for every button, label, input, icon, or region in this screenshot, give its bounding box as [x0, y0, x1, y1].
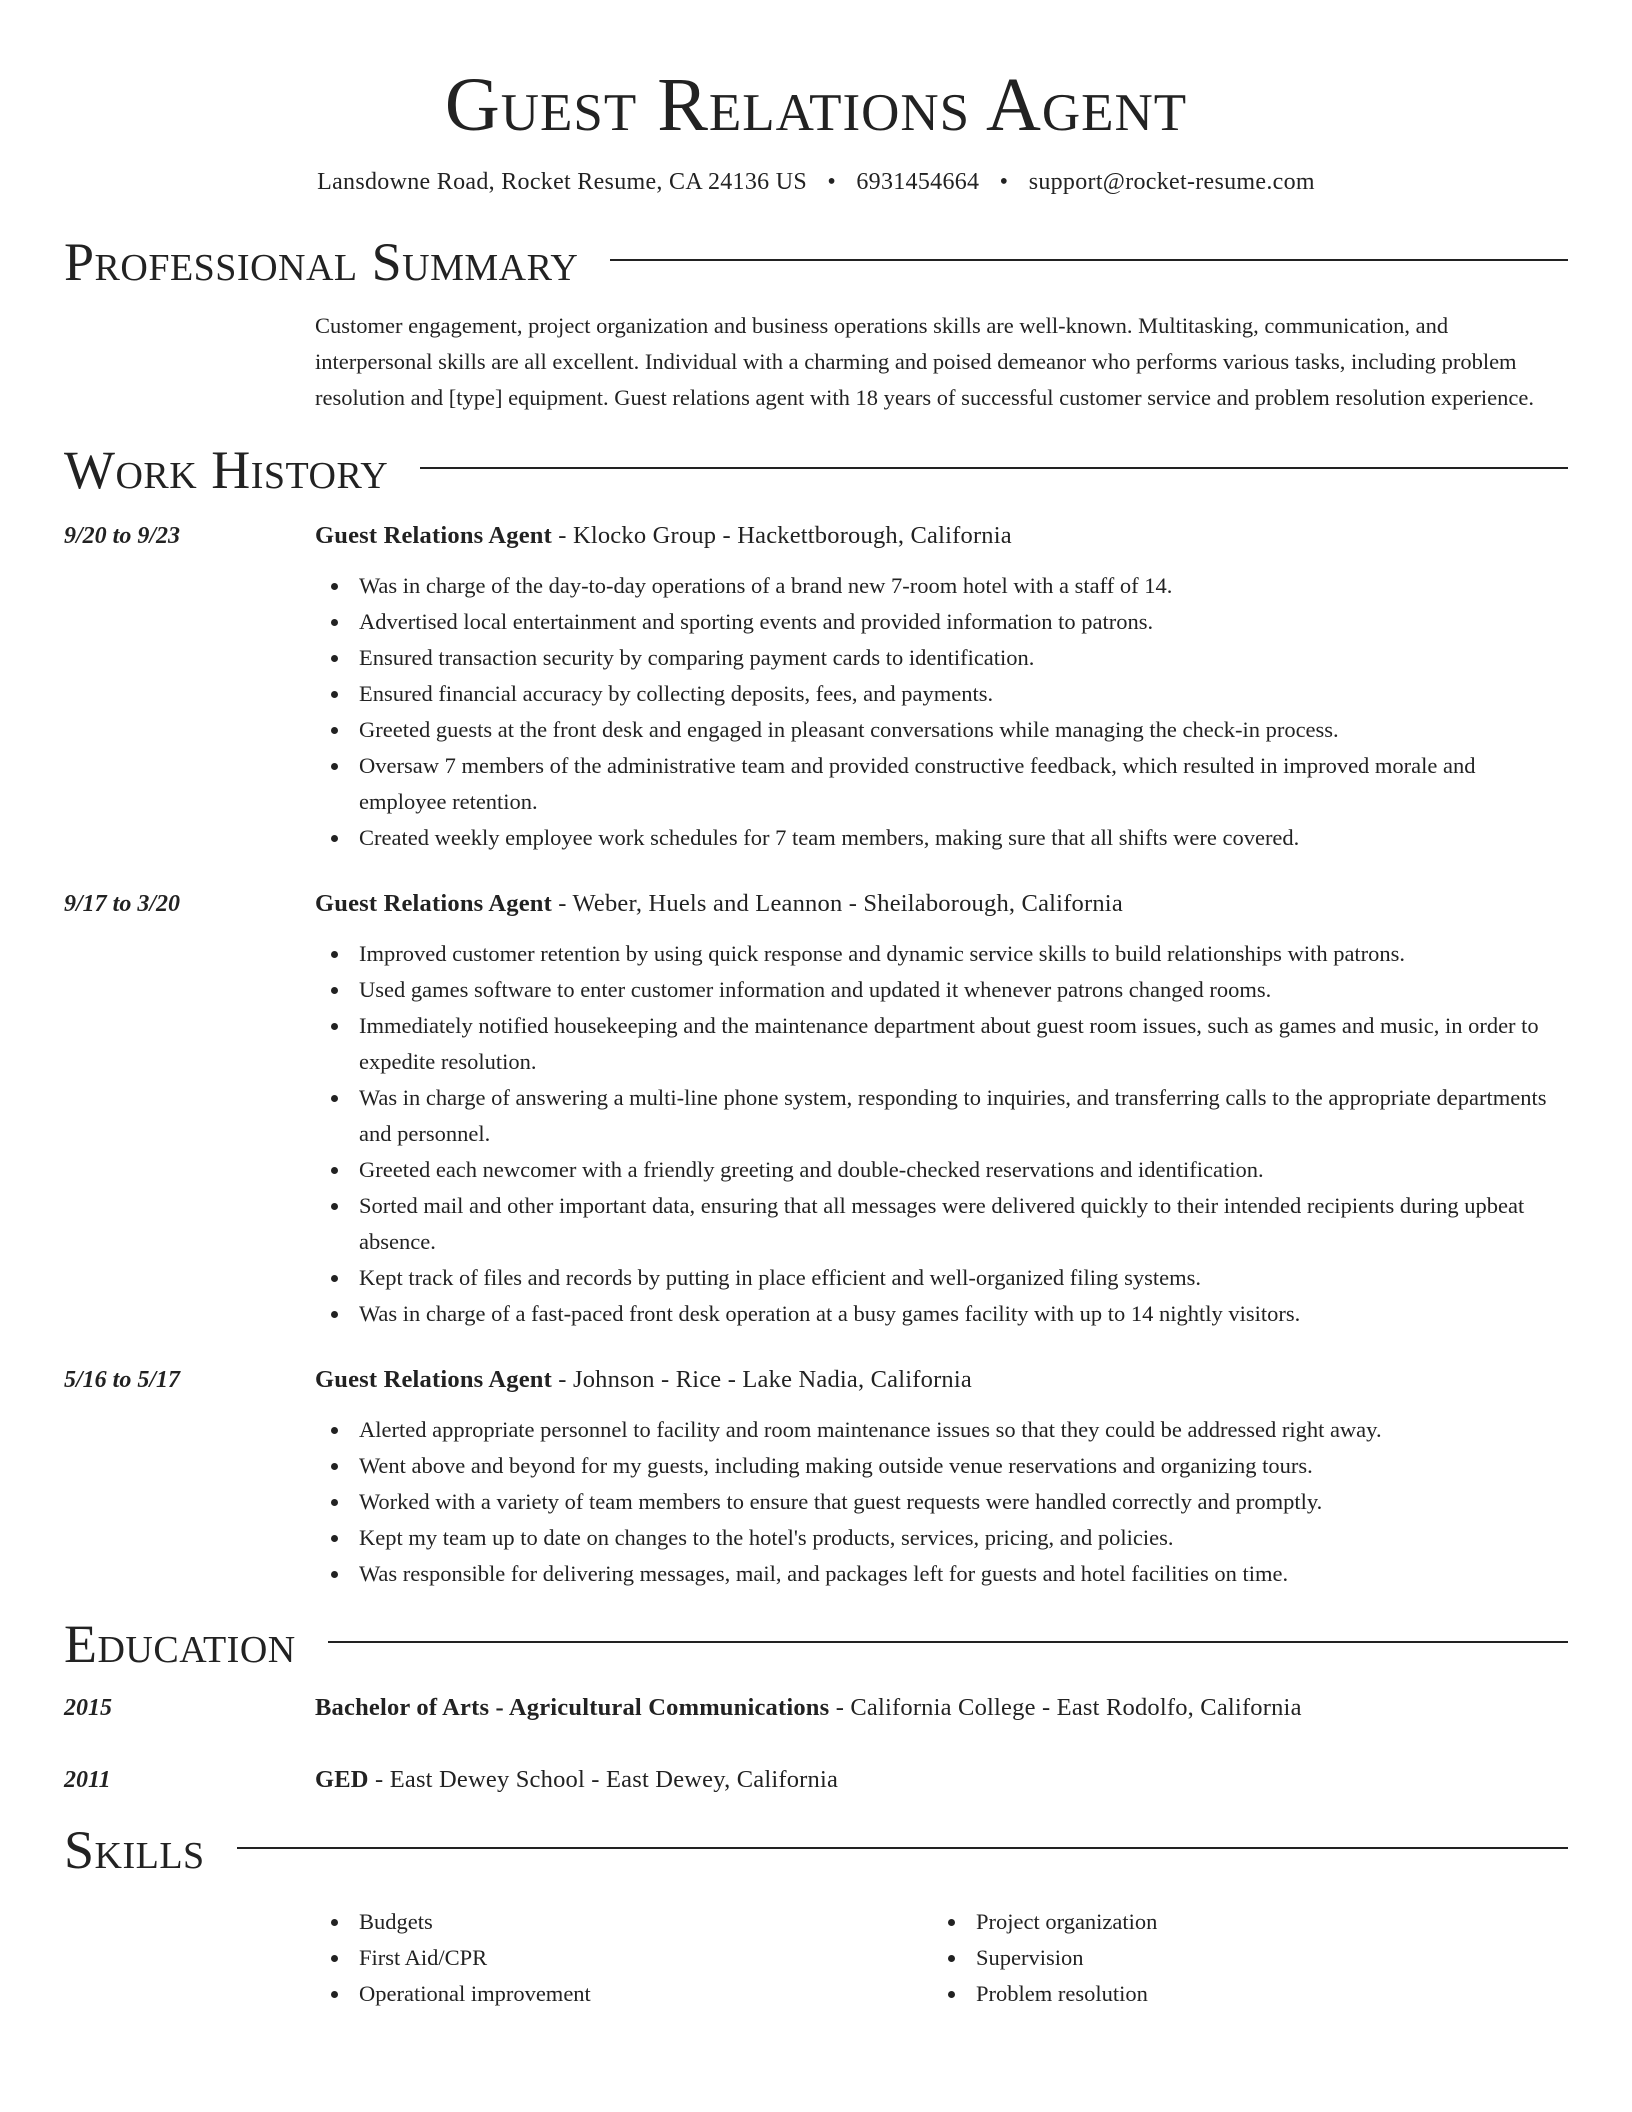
- skill-item: Problem resolution: [932, 1976, 1549, 2012]
- work-dates: 9/17 to 3/20: [64, 891, 181, 917]
- work-entry-body: [315, 886, 1568, 1332]
- work-entry-body: [315, 518, 1568, 856]
- section-divider: [420, 467, 1568, 469]
- work-bullet: Sorted mail and other important data, ensuring that all messages were delivered quickly to their intended recipients during upbeat absence.: [315, 1188, 1568, 1260]
- work-bullet: Was responsible for delivering messages, mail, and packages left for guests and hotel facilities on time.: [315, 1556, 1568, 1592]
- work-bullet: Worked with a variety of team members to ensure that guest requests were handled correctly and promptly.: [315, 1484, 1568, 1520]
- work-bullet-list: [315, 1412, 1568, 1592]
- work-bullet: Greeted guests at the front desk and engaged in pleasant conversations while managing the check-in process.: [315, 712, 1568, 748]
- work-details: - Johnson - Rice - Lake Nadia, California: [551, 1366, 972, 1393]
- work-bullet: Kept track of files and records by putting in place efficient and well-organized filing systems.: [315, 1260, 1568, 1296]
- contact-email: support@rocket-resume.com: [1028, 169, 1315, 195]
- work-dates: 5/16 to 5/17: [64, 1367, 181, 1393]
- work-bullet: Was in charge of the day-to-day operations of a brand new 7-room hotel with a staff of 14.: [315, 568, 1568, 604]
- contact-address: Lansdowne Road, Rocket Resume, CA 24136 US: [317, 169, 808, 195]
- summary-text: Customer engagement, project organization and business operations skills are well-known. Multitasking, communication, and interpersonal skills are all excellent. Individual with a charming and poised demeanor who performs various tasks, including problem resolution and [type] equipment. Guest relations agent with 18 years of successful customer service and problem resolution experience.: [315, 313, 1534, 410]
- work-title: [315, 1362, 1568, 1398]
- work-entry: [64, 886, 1568, 1332]
- work-title: [315, 518, 1568, 554]
- work-entry: [64, 1362, 1568, 1592]
- work-bullet: Ensured financial accuracy by collecting deposits, fees, and payments.: [315, 676, 1568, 712]
- work-bullet: Went above and beyond for my guests, including making outside venue reservations and organizing tours.: [315, 1448, 1568, 1484]
- section-divider: [328, 1641, 1568, 1643]
- work-bullet: Advertised local entertainment and sporting events and provided information to patrons.: [315, 604, 1568, 640]
- work-details: - Klocko Group - Hackettborough, California: [551, 522, 1012, 549]
- skill-item: Budgets: [315, 1904, 932, 1940]
- work-bullet: Ensured transaction security by comparing payment cards to identification.: [315, 640, 1568, 676]
- section-divider: [237, 1847, 1568, 1849]
- section-divider: [610, 259, 1568, 261]
- work-title: [315, 886, 1568, 922]
- education-section-header: [64, 1612, 1568, 1676]
- education-entry: [64, 1690, 1568, 1726]
- section-title-summary: Professional Summary: [64, 232, 579, 292]
- education-year: 2015: [64, 1695, 112, 1721]
- section-title-education: Education: [64, 1614, 296, 1674]
- education-details: - East Dewey School - East Dewey, California: [368, 1766, 839, 1793]
- work-entry-body: [315, 1362, 1568, 1592]
- work-bullet: Was in charge of a fast-paced front desk operation at a busy games facility with up to 14 nightly visitors.: [315, 1296, 1568, 1332]
- work-bullet: Kept my team up to date on changes to the hotel's products, services, pricing, and policies.: [315, 1520, 1568, 1556]
- work-bullet: Created weekly employee work schedules for 7 team members, making sure that all shifts were covered.: [315, 820, 1568, 856]
- work-dates: 9/20 to 9/23: [64, 523, 181, 549]
- resume-page: [64, 0, 1568, 2012]
- work-details: - Weber, Huels and Leannon - Sheilaborough, California: [551, 890, 1123, 917]
- summary-section-header: [64, 230, 1568, 294]
- contact-separator: •: [827, 169, 837, 195]
- work-bullet-list: [315, 936, 1568, 1332]
- section-title-skills: Skills: [64, 1820, 205, 1880]
- work-bullet: Alerted appropriate personnel to facility and room maintenance issues so that they could be addressed right away.: [315, 1412, 1568, 1448]
- work-role: Guest Relations Agent: [315, 890, 552, 917]
- section-title-work: Work History: [64, 440, 389, 500]
- work-bullet: Improved customer retention by using quick response and dynamic service skills to build relationships with patrons.: [315, 936, 1568, 972]
- contact-separator: •: [999, 169, 1009, 195]
- skills-section-header: [64, 1818, 1568, 1882]
- skills-list-right: [932, 1904, 1549, 2012]
- skill-item: First Aid/CPR: [315, 1940, 932, 1976]
- education-year: 2011: [64, 1767, 111, 1793]
- work-role: Guest Relations Agent: [315, 522, 552, 549]
- work-bullet: Greeted each newcomer with a friendly greeting and double-checked reservations and identification.: [315, 1152, 1568, 1188]
- education-title: [315, 1690, 1302, 1726]
- education-title: [315, 1762, 838, 1798]
- work-section-header: [64, 438, 1568, 502]
- contact-phone: 6931454664: [856, 169, 980, 195]
- education-degree: GED: [315, 1766, 369, 1793]
- contact-line: [64, 166, 1568, 198]
- resume-name: Guest Relations Agent: [444, 63, 1188, 147]
- work-bullet: Was in charge of answering a multi-line phone system, responding to inquiries, and transferring calls to the appropriate departments and personnel.: [315, 1080, 1568, 1152]
- work-role: Guest Relations Agent: [315, 1366, 552, 1393]
- skill-item: Operational improvement: [315, 1976, 932, 2012]
- work-entry: [64, 518, 1568, 856]
- skill-item: Project organization: [932, 1904, 1549, 1940]
- skills-grid: [315, 1904, 1568, 2012]
- work-bullet: Oversaw 7 members of the administrative team and provided constructive feedback, which resulted in improved morale and employee retention.: [315, 748, 1568, 820]
- work-bullet: Used games software to enter customer information and updated it whenever patrons changed rooms.: [315, 972, 1568, 1008]
- education-entry: [64, 1762, 1568, 1798]
- work-bullet-list: [315, 568, 1568, 856]
- education-details: - California College - East Rodolfo, California: [829, 1694, 1302, 1721]
- skills-list-left: [315, 1904, 932, 2012]
- work-bullet: Immediately notified housekeeping and the maintenance department about guest room issues, such as games and music, in order to expedite resolution.: [315, 1008, 1568, 1080]
- education-degree: Bachelor of Arts - Agricultural Communications: [315, 1694, 830, 1721]
- skill-item: Supervision: [932, 1940, 1549, 1976]
